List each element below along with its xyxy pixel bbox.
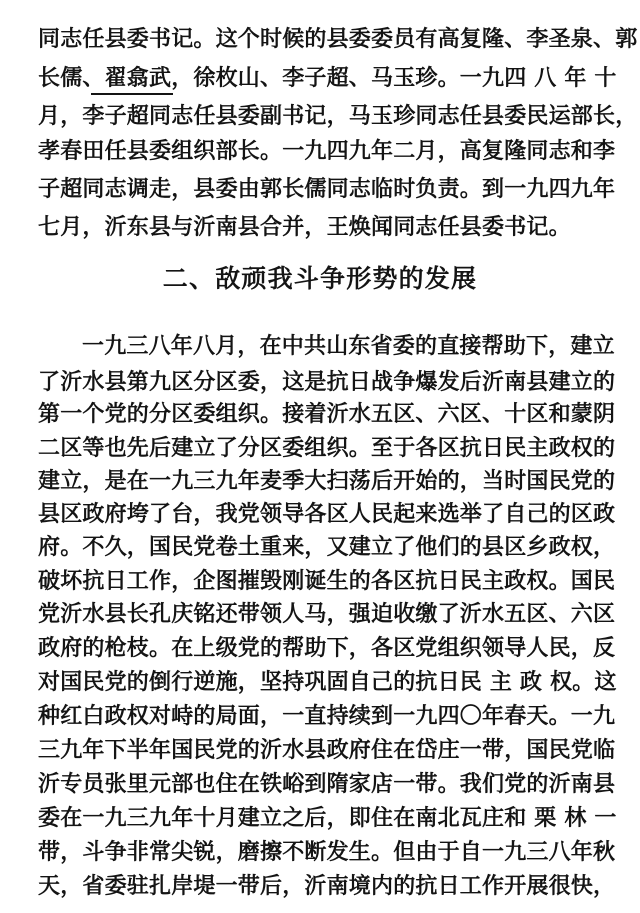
text-line: 月，李子超同志任县委副书记，马玉珍同志任县委民运部长， (38, 103, 638, 129)
text-line: 一九三八年八月，在中共山东省委的直接帮助下，建立 (82, 333, 615, 359)
handwritten-underline (91, 93, 173, 95)
text-line: 政府的枪枝。在上级党的帮助下，各区党组织领导人民，反 (38, 635, 616, 661)
text-line: 天，省委驻扎岸堤一带后，沂南境内的抗日工作开展很快， (38, 873, 616, 899)
text-line: 三九年下半年国民党的沂水县政府住在岱庄一带，国民党临 (38, 737, 616, 763)
text-line: 了沂水县第九区分区委，这是抗日战争爆发后沂南县建立的 (38, 369, 616, 395)
section-heading: 二、敌顽我斗争形势的发展 (162, 264, 478, 293)
text-line: 同志任县委书记。这个时候的县委委员有高复隆、李圣泉、郭 (38, 26, 638, 52)
text-line: 县区政府垮了台，我党领导各区人民起来选举了自己的区政 (38, 501, 616, 527)
text-line: 建立，是在一九三九年麦季大扫荡后开始的，当时国民党的 (38, 468, 616, 494)
text-line: 孝春田任县委组织部长。一九四九年二月，高复隆同志和李 (38, 138, 616, 164)
text-line: 沂专员张里元部也住在铁峪到隋家店一带。我们党的沂南县 (38, 771, 616, 797)
text-line: 破坏抗日工作，企图摧毁刚诞生的各区抗日民主政权。国民 (38, 568, 616, 594)
text-line: 府。不久，国民党卷土重来，又建立了他们的县区乡政权， (38, 534, 616, 560)
text-line: 委在一九三九年十月建立之后，即住在南北瓦庄和 栗 林 一 (38, 805, 617, 831)
text-line: 第一个党的分区委组织。接着沂水五区、六区、十区和蒙阴 (38, 401, 616, 427)
text-line: 对国民党的倒行逆施，坚持巩固自己的抗日民 主 政 权。这 (38, 669, 617, 695)
text-line: 长儒、翟翕武，徐枚山、李子超、马玉珍。一九四 八 年 十 (38, 65, 617, 91)
text-line: 党沂水县长孔庆铭还带领人马，强迫收缴了沂水五区、六区 (38, 601, 616, 627)
text-line: 带，斗争非常尖锐，磨擦不断发生。但由于自一九三八年秋 (38, 839, 616, 865)
text-line: 二区等也先后建立了分区委组织。至于各区抗日民主政权的 (38, 435, 616, 461)
text-line: 子超同志调走，县委由郭长儒同志临时负责。到一九四九年 (38, 176, 616, 202)
text-line: 七月，沂东县与沂南县合并，王焕闻同志任县委书记。 (38, 214, 571, 240)
text-line: 种红白政权对峙的局面，一直持续到一九四〇年春天。一九 (38, 703, 616, 729)
